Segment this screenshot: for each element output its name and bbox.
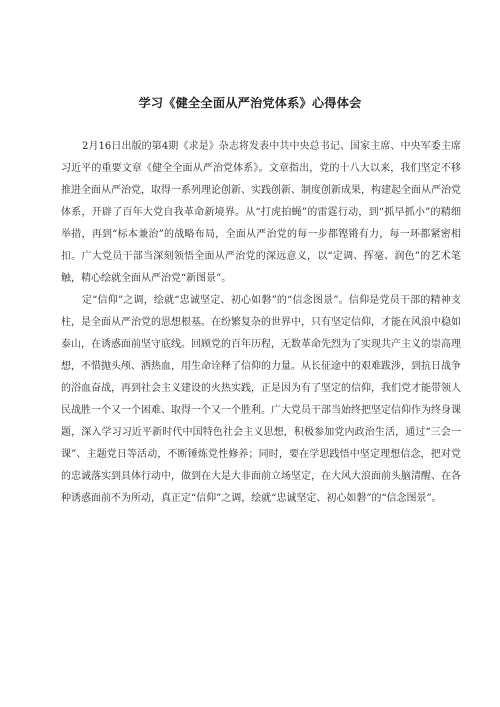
- body-paragraph-2: 定“信仰”之调，绘就“忠诚坚定、初心如磐”的“信念图景”。信仰是党员干部的精神支柱，是全面从严治党的思想根基。在纷繁复杂的世界中，只有坚定信仰，才能在风浪中稳如泰山，在诱惑面前坚守底线。回顾党的百年历程，无数革命先烈为了实现共产主义的崇高理想，不惜抛头颅、洒热血，用生命诠释了信仰的力量。从长征途中的艰难跋涉，到抗日战争的浴血奋战，再到社会主义建设的火热实践，正是因为有了坚定的信仰，我们党才能带领人民战胜一个又一个困难、取得一个又一个胜利。广大党员干部当始终把坚定信仰作为终身课题，深入学习习近平新时代中国特色社会主义思想，积极参加党内政治生活，通过“三会一课”、主题党日等活动，不断锤炼党性修养；同时，要在学思践悟中坚定理想信念，把对党的忠诚落实到具体行动中，做到在大是大非面前立场坚定，在大风大浪面前头脑清醒、在各种诱惑面前不为所动，真正定“信仰”之调，绘就“忠诚坚定、初心如磐”的“信念图景”。: [61, 295, 461, 504]
- document-title: 学习《健全全面从严治党体系》心得体会: [138, 96, 362, 110]
- body-paragraph-1: 2月16日出版的第4期《求是》杂志将发表中共中央总书记、国家主席、中央军委主席习近平的重要文章《健全全面从严治党体系》。文章指出，党的十八大以来，我们坚定不移推进全面从严治党，取得一系列理论创新、实践创新、制度创新成果，构建起全面从严治党体系，开辟了百年大党自我革命新境界。从“打虎拍蝇”的雷霆行动，到“抓早抓小”的精细举措，再到“标本兼治”的战略布局，全面从严治党的每一步都铿锵有力，每一环都紧密相扣。广大党员干部当深刻领悟全面从严治党的深远意义，以“定调、挥毫、润色”的艺术笔触，精心绘就全面从严治党“新图景”。: [61, 141, 461, 284]
- document-body: [61, 136, 461, 510]
